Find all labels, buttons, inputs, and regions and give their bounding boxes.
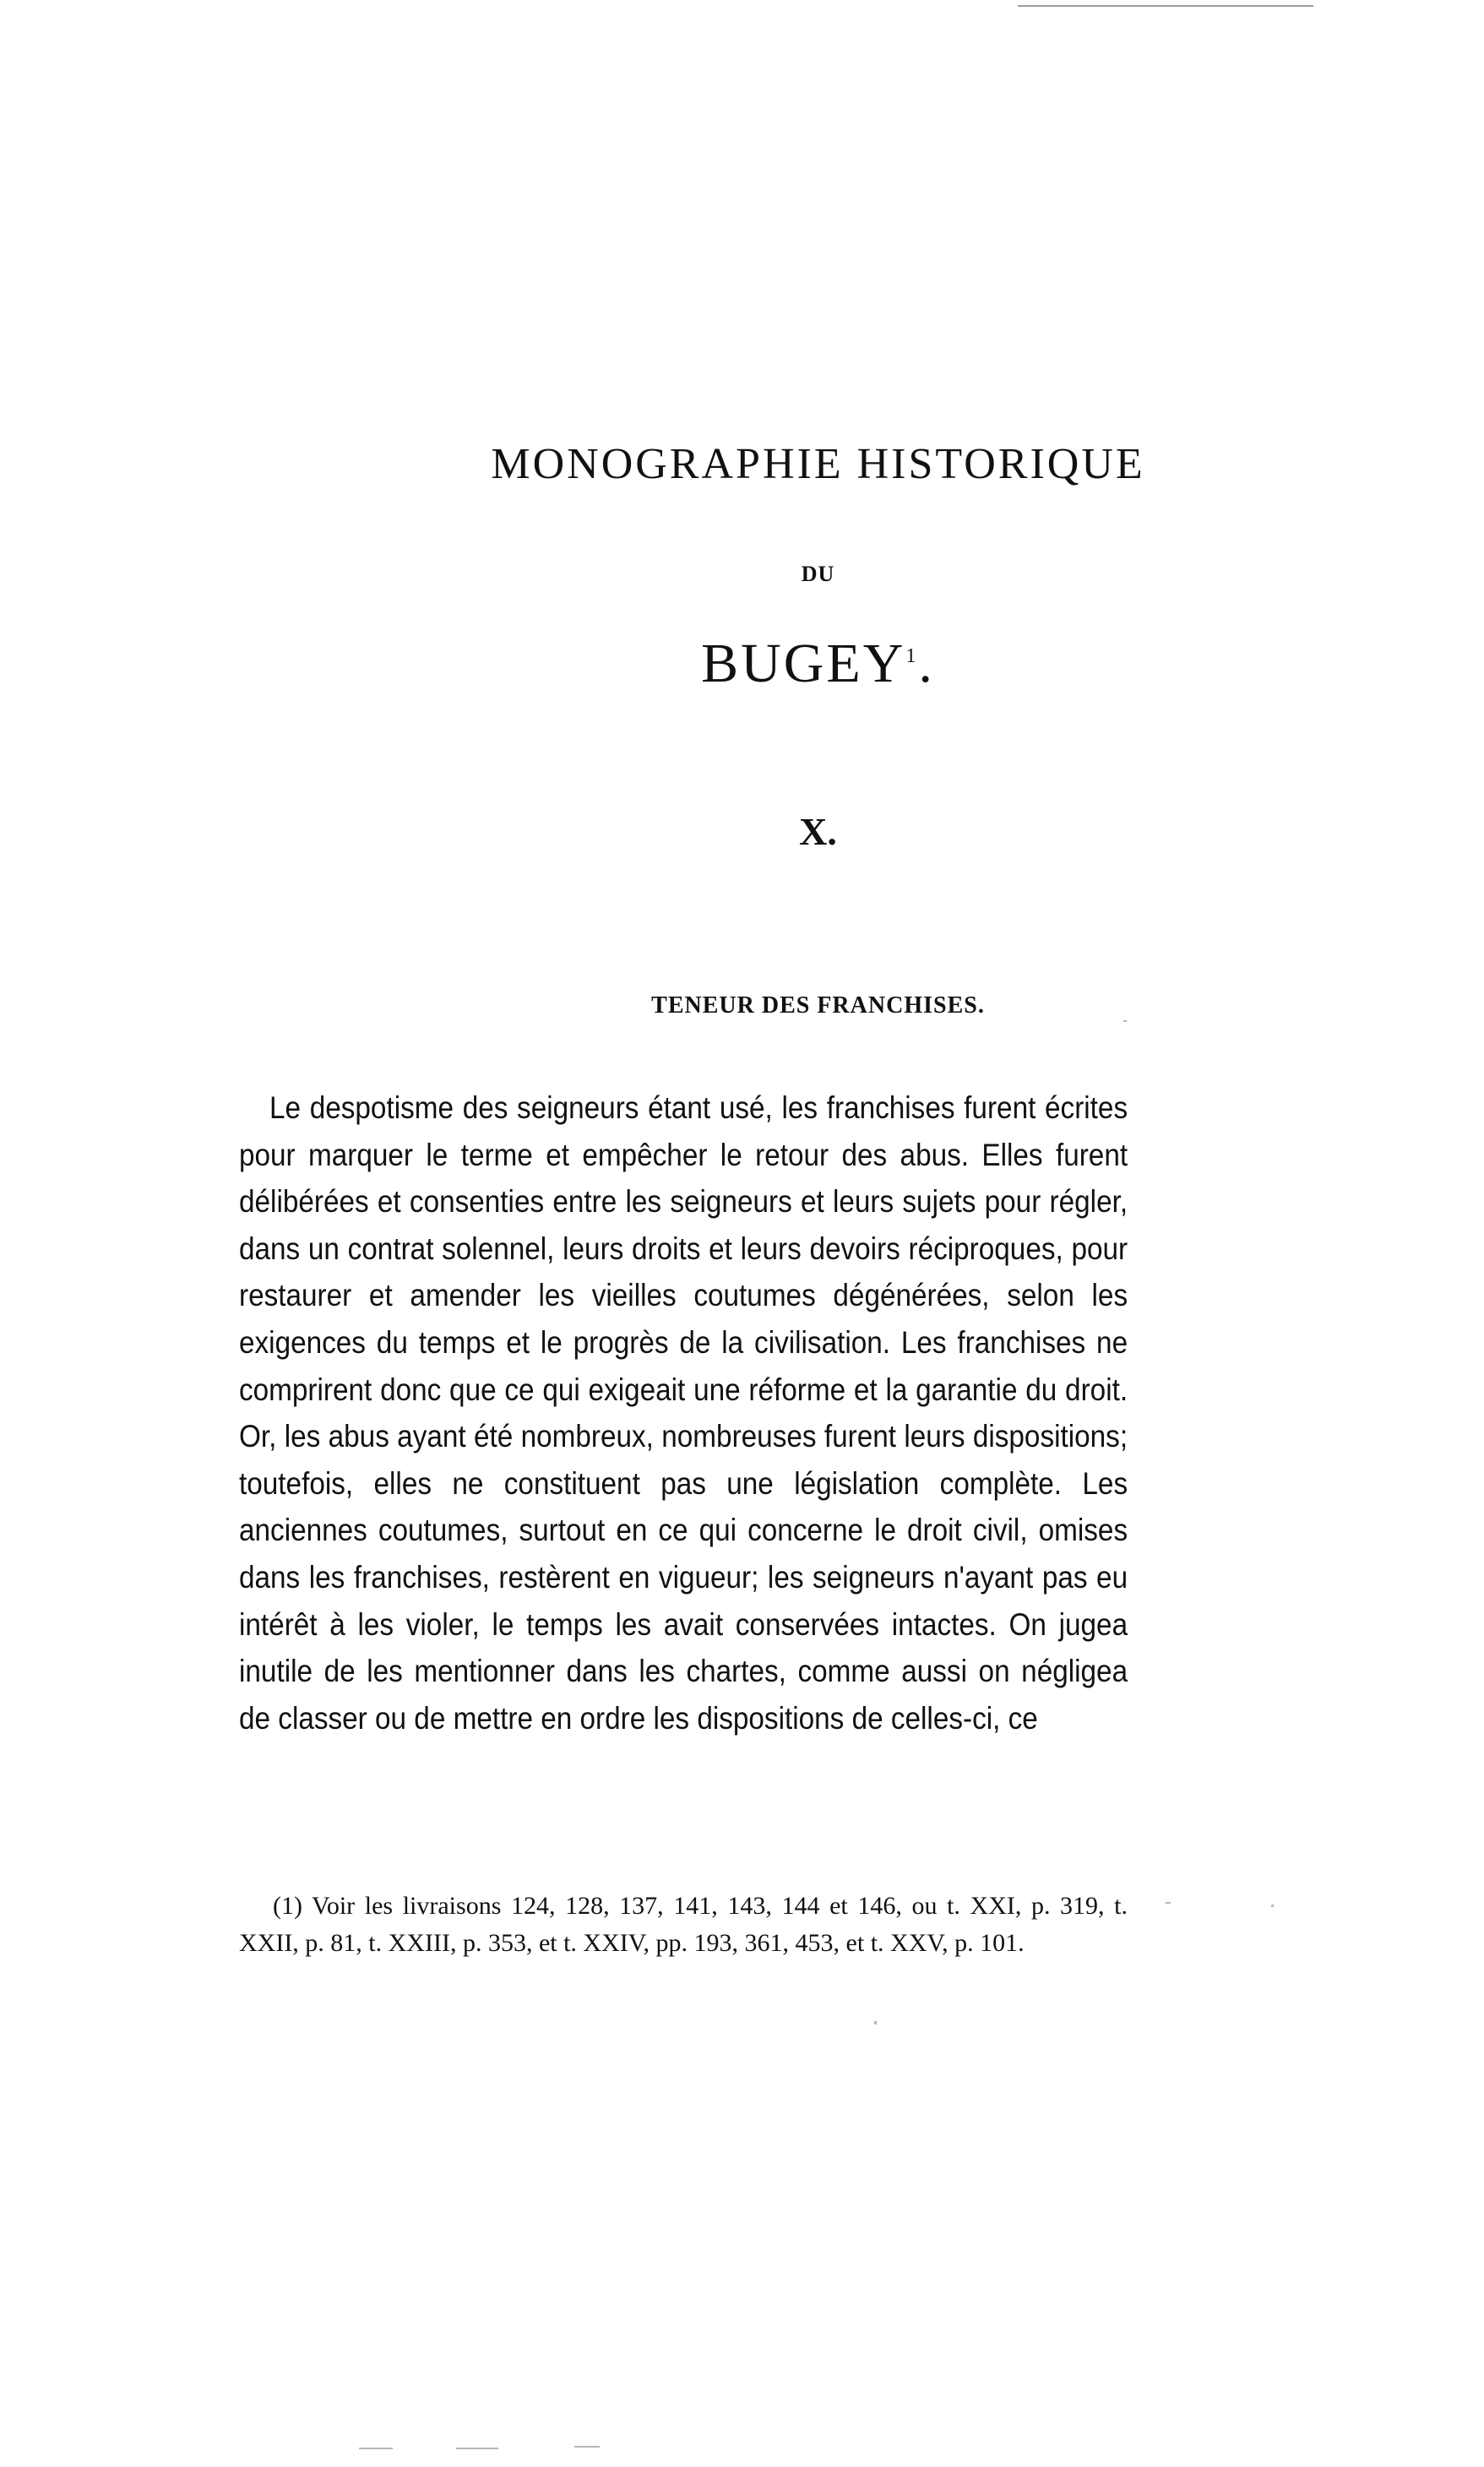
- paper-speck: [456, 2448, 498, 2449]
- section-heading: TENEUR DES FRANCHISES.: [651, 992, 985, 1019]
- paper-speck: [1271, 1905, 1274, 1907]
- title-connector: DU: [801, 562, 835, 586]
- subject-name: BUGEY: [701, 633, 906, 694]
- subject-footnote-mark: 1: [905, 645, 919, 667]
- paper-speck: [574, 2446, 600, 2448]
- top-edge-rule: [1018, 5, 1313, 7]
- subject-period: .: [918, 633, 935, 694]
- chapter-number: X.: [799, 810, 837, 853]
- monograph-title: MONOGRAPHIE HISTORIQUE: [491, 440, 1145, 488]
- subject-title: [76, 632, 1484, 696]
- footnote: (1) Voir les livraisons 124, 128, 137, 141, 143, 144 et 146, ou t. XXI, p. 319, t. XXII, p. 81, t. XXIII, p. 353, et t. XXIV, pp. 193, 361, 453, et t. XXV, p. 101.: [239, 1892, 1128, 1957]
- paper-speck: [1166, 1902, 1171, 1904]
- paper-speck: [874, 2021, 877, 2024]
- paper-speck: [359, 2448, 393, 2449]
- body-paragraph: Le despotisme des seigneurs étant usé, les franchises furent écrites pour marquer le terme et empêcher le retour des abus. Elles furent délibérées et consenties entre les seigneurs et leurs sujets pour régler, dans un contrat solennel, leurs droits et leurs devoirs réciproques, pour restaurer et amender les vieilles coutumes dégénérées, selon les exigences du temps et le progrès de la civilisation. Les franchises ne comprirent donc que ce qui exigeait une réforme et la garantie du droit. Or, les abus ayant été nombreux, nombreuses furent leurs dispositions; toutefois, elles ne constituent pas une législation complète. Les anciennes coutumes, surtout en ce qui concerne le droit civil, omises dans les franchises, restèrent en vigueur; les seigneurs n'ayant pas eu intérêt à les violer, le temps les avait conservées intactes. On jugea inutile de les mentionner dans les chartes, comme aussi on négligea de classer ou de mettre en ordre les dispositions de celles-ci, ce: [239, 1090, 1128, 1736]
- paper-speck: [1123, 1020, 1127, 1022]
